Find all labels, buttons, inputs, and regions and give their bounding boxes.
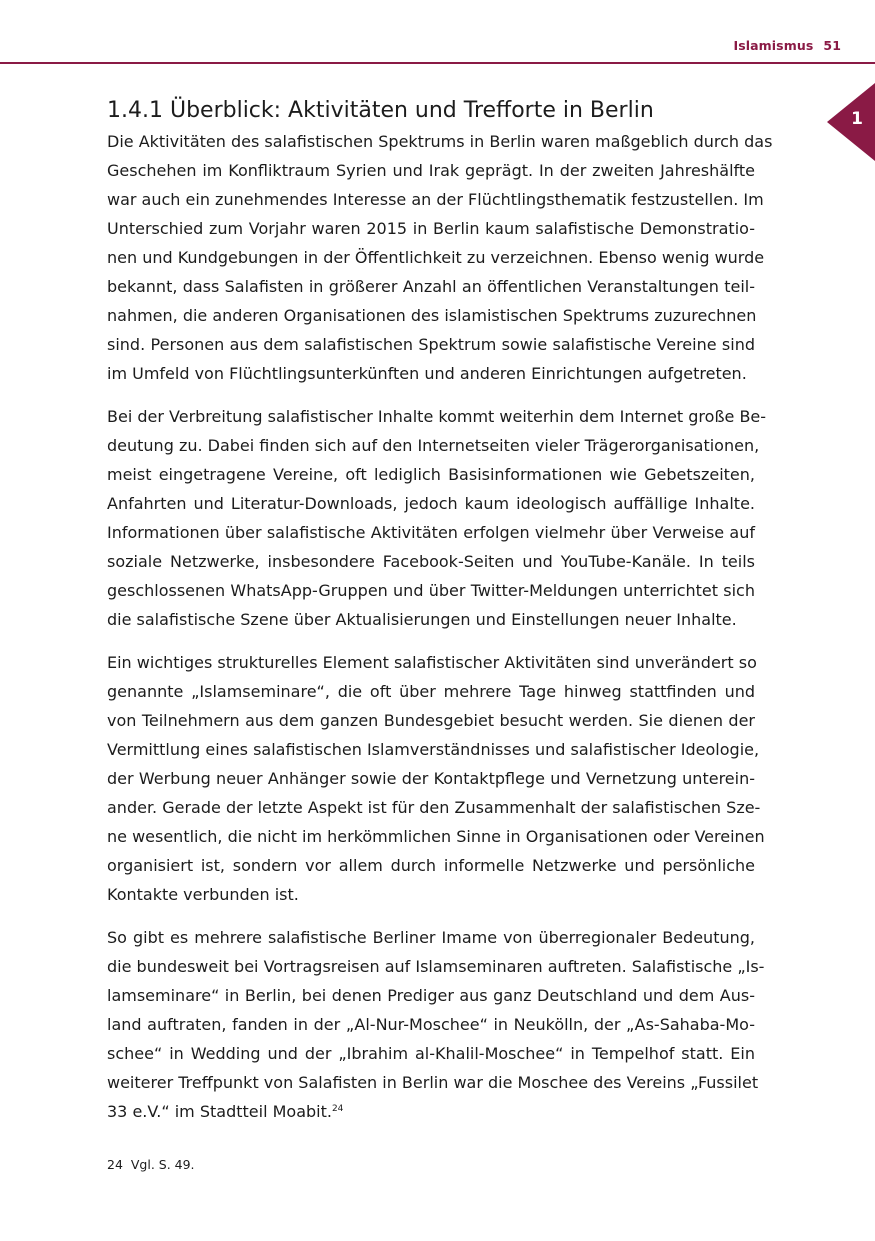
paragraph-2: [107, 402, 767, 634]
text-line: ne wesentlich, die nicht im herkömmlichen Sinne in Organisationen oder Vereinen: [107, 827, 765, 846]
text-line: Bei der Verbreitung salafistischer Inhalte kommt weiterhin dem Internet große Be-: [107, 407, 767, 426]
footnote: [107, 1157, 195, 1172]
text-line-last: [107, 1097, 755, 1126]
text-line: meist eingetragene Vereine, oft lediglich Basisinformationen wie Gebetszeiten,: [107, 465, 755, 484]
text-line: lamseminare“ in Berlin, bei denen Prediger aus ganz Deutschland und dem Aus-: [107, 986, 755, 1005]
text-line: von Teilnehmern aus dem ganzen Bundesgebiet besucht werden. Sie dienen der: [107, 711, 755, 730]
text-line: sind. Personen aus dem salafistischen Spektrum sowie salafistische Vereine sind: [107, 335, 755, 354]
text-line: deutung zu. Dabei finden sich auf den Internetseiten vieler Trägerorganisationen,: [107, 436, 760, 455]
header-section-title: Islamismus: [733, 38, 814, 53]
text-line: weiterer Treffpunkt von Salafisten in Berlin war die Moschee des Vereins „Fussilet: [107, 1073, 759, 1092]
text-line: ander. Gerade der letzte Aspekt ist für den Zusammenhalt der salafistischen Sze-: [107, 798, 761, 817]
section-heading: 1.4.1 Überblick: Aktivitäten und Trefforte in Berlin: [107, 98, 654, 123]
text-line: Anfahrten und Literatur-Downloads, jedoch kaum ideologisch auffällige Inhalte.: [107, 494, 755, 513]
text-line: der Werbung neuer Anhänger sowie der Kontaktpflege und Vernetzung unterein-: [107, 769, 755, 788]
footnote-text: Vgl. S. 49.: [130, 1157, 195, 1172]
text-line-content: 33 e.V.“ im Stadtteil Moabit.: [107, 1102, 332, 1121]
text-line: Informationen über salafistische Aktivitäten erfolgen vielmehr über Verweise auf: [107, 523, 755, 542]
text-line: soziale Netzwerke, insbesondere Facebook-Seiten und YouTube-Kanäle. In teils: [107, 552, 755, 571]
text-line: die salafistische Szene über Aktualisierungen und Einstellungen neuer Inhalte.: [107, 610, 737, 629]
text-line: nahmen, die anderen Organisationen des islamistischen Spektrums zuzurechnen: [107, 306, 757, 325]
text-line: schee“ in Wedding und der „Ibrahim al-Khalil-Moschee“ in Tempelhof statt. Ein: [107, 1044, 755, 1063]
text-line: die bundesweit bei Vortragsreisen auf Islamseminaren auftreten. Salafistische „Is-: [107, 957, 765, 976]
text-line: nen und Kundgebungen in der Öffentlichkeit zu verzeichnen. Ebenso wenig wurde: [107, 248, 765, 267]
running-header: [733, 38, 841, 53]
footnote-number: 24: [107, 1157, 123, 1172]
text-line: land auftraten, fanden in der „Al-Nur-Moschee“ in Neukölln, der „As-Sahaba-Mo-: [107, 1015, 755, 1034]
text-line: Ein wichtiges strukturelles Element salafistischer Aktivitäten sind unverändert so: [107, 653, 757, 672]
paragraph-4: [107, 923, 765, 1126]
text-line: genannte „Islamseminare“, die oft über mehrere Tage hinweg stattfinden und: [107, 682, 755, 701]
text-line: organisiert ist, sondern vor allem durch informelle Netzwerke und persönliche: [107, 856, 755, 875]
paragraph-3: [107, 648, 765, 909]
footnote-reference[interactable]: 24: [331, 1104, 344, 1114]
paragraph-1: [107, 127, 773, 388]
text-line: Vermittlung eines salafistischen Islamverständnisses und salafistischer Ideologie,: [107, 740, 760, 759]
text-line: So gibt es mehrere salafistische Berliner Imame von überregionaler Bedeutung,: [107, 928, 755, 947]
text-line: Die Aktivitäten des salafistischen Spektrums in Berlin waren maßgeblich durch das: [107, 132, 773, 151]
header-page-number: 51: [823, 38, 841, 53]
header-rule: [0, 62, 875, 64]
text-line: war auch ein zunehmendes Interesse an der Flüchtlingsthematik festzustellen. Im: [107, 190, 764, 209]
text-line: Kontakte verbunden ist.: [107, 885, 299, 904]
chapter-number: 1: [851, 109, 863, 129]
text-line: Geschehen im Konfliktraum Syrien und Irak geprägt. In der zweiten Jahreshälfte: [107, 161, 755, 180]
main-content: [107, 95, 773, 1126]
text-line: Unterschied zum Vorjahr waren 2015 in Berlin kaum salafistische Demonstratio-: [107, 219, 755, 238]
text-line: bekannt, dass Salafisten in größerer Anzahl an öffentlichen Veranstaltungen teil-: [107, 277, 755, 296]
text-line: im Umfeld von Flüchtlingsunterkünften und anderen Einrichtungen aufgetreten.: [107, 364, 747, 383]
text-line: geschlossenen WhatsApp-Gruppen und über Twitter-Meldungen unterrichtet sich: [107, 581, 755, 600]
